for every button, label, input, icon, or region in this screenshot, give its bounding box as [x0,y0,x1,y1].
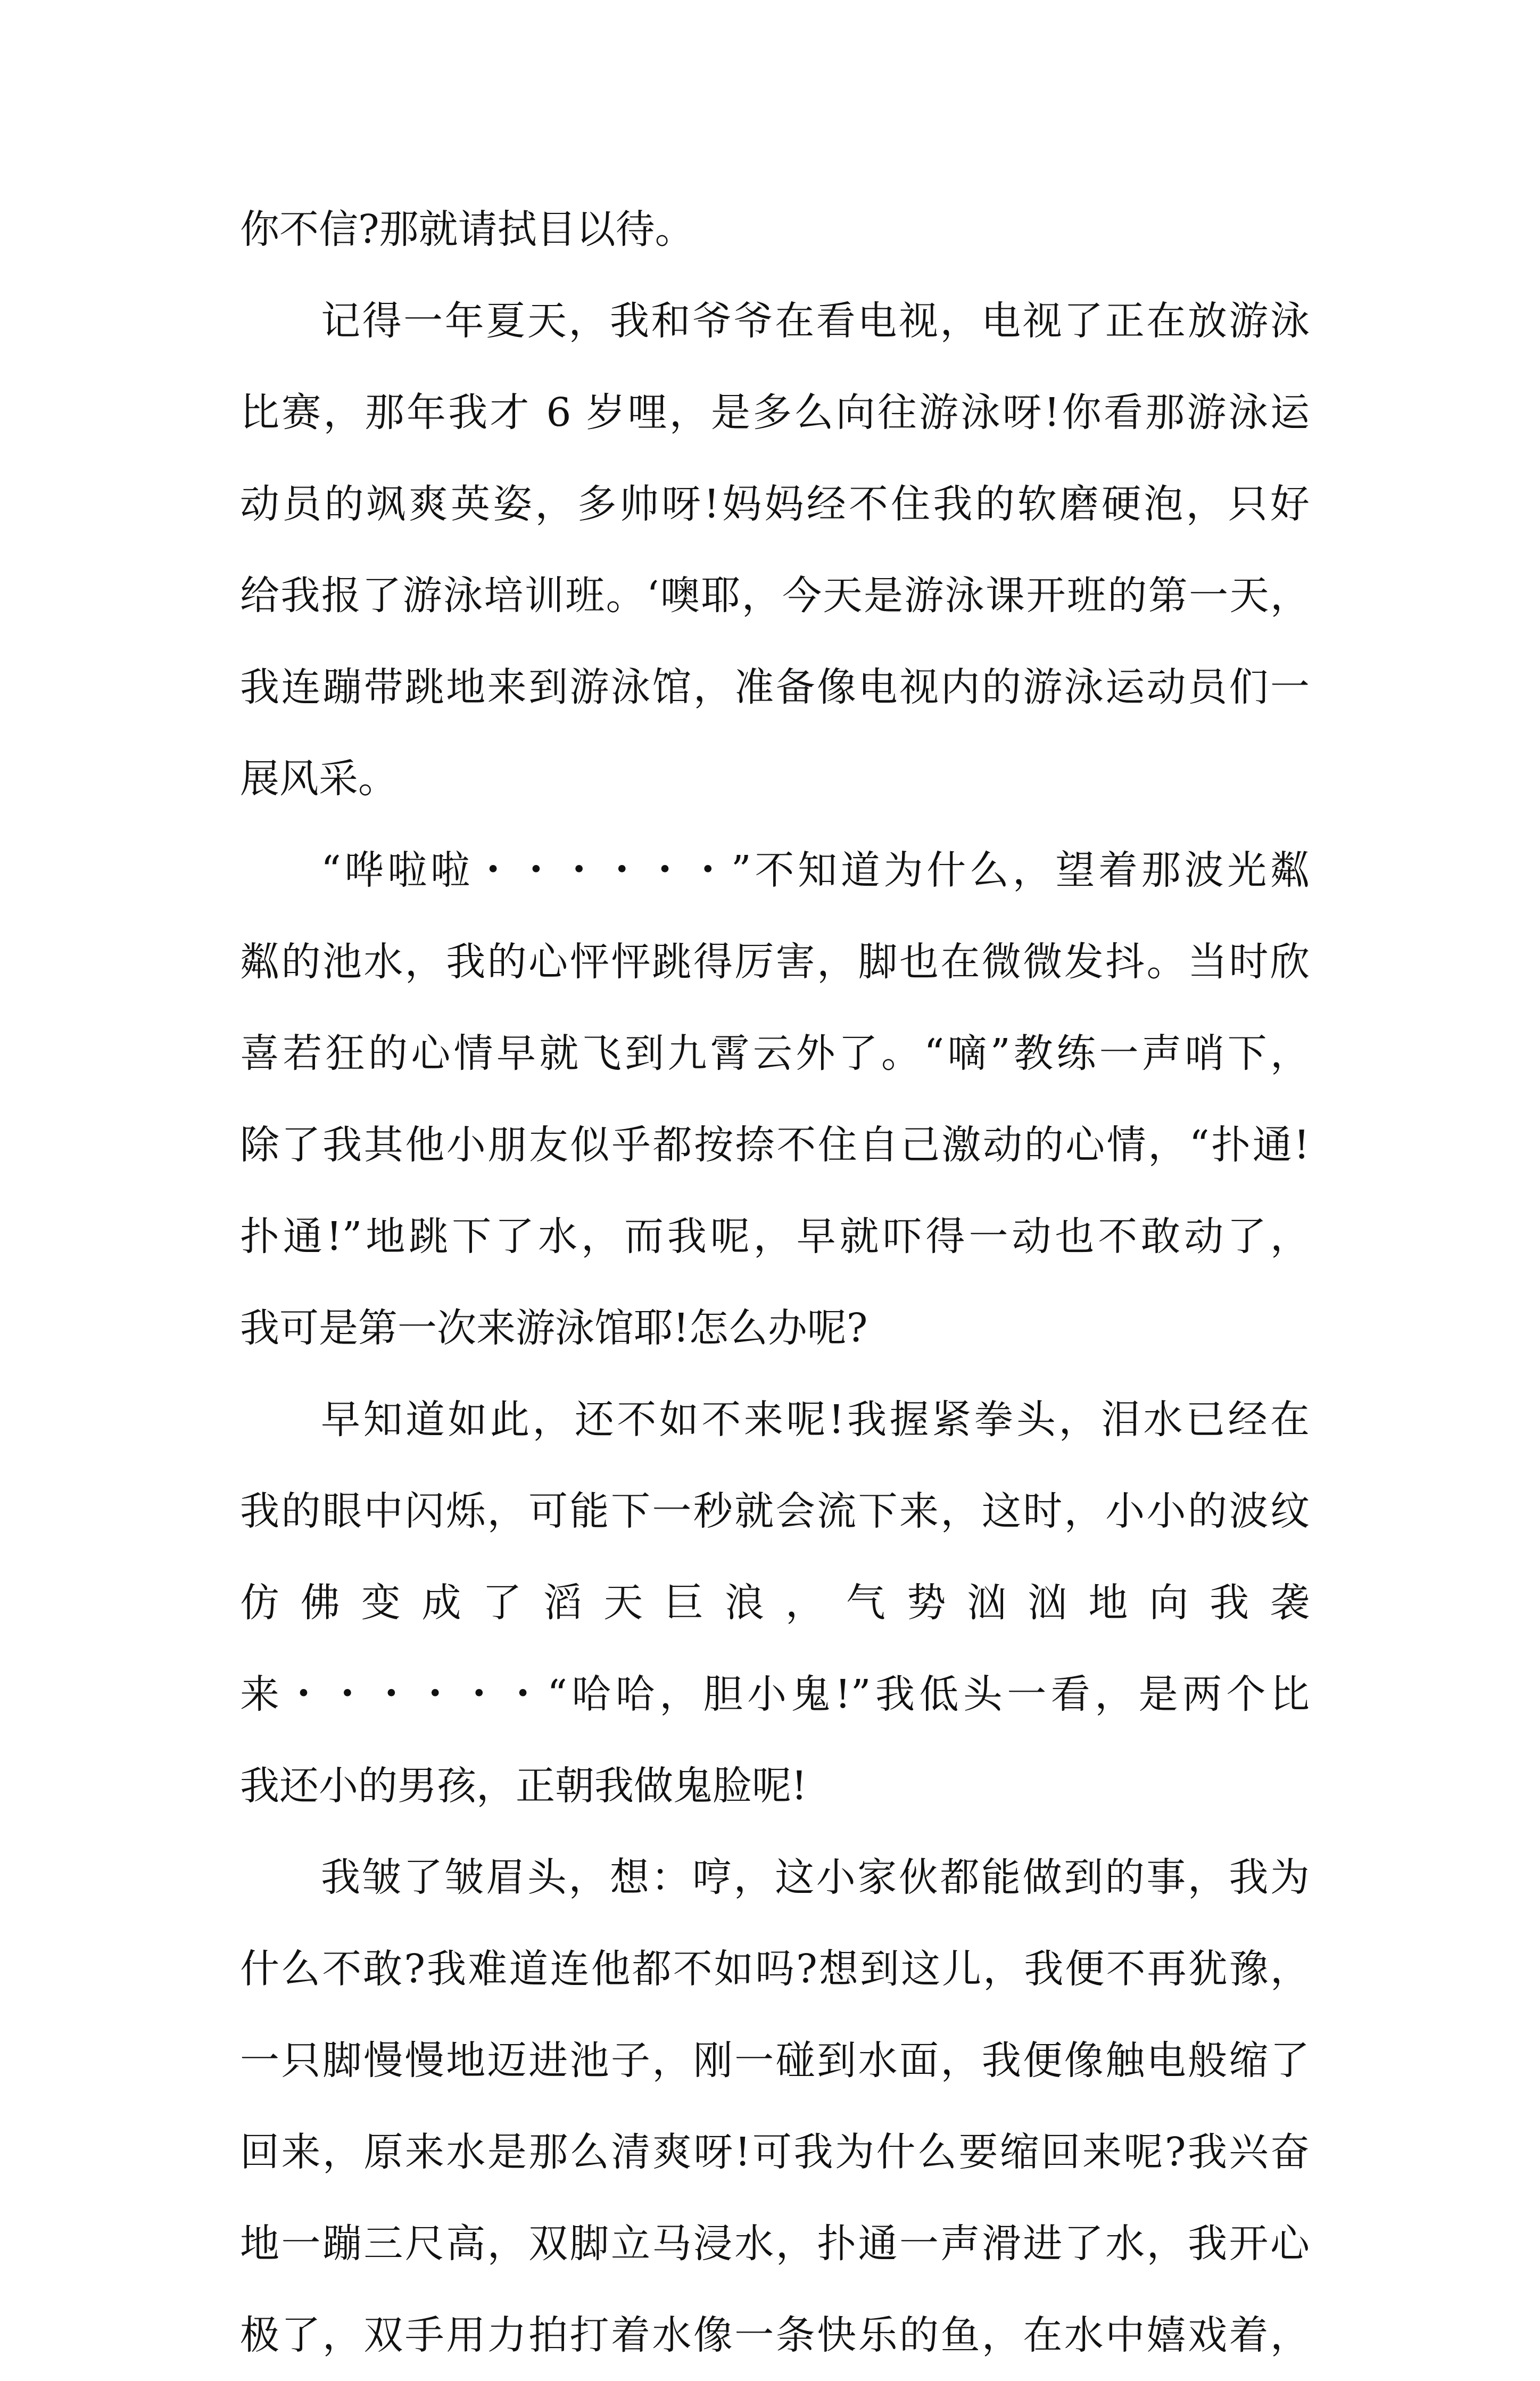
paragraph-start-line: “哗啦啦・・・・・・”不知道为什么，望着那波光粼 [321,847,1310,893]
essay-body [240,184,1310,2381]
text-line: 除了我其他小朋友似乎都按捺不住自己激动的心情，“扑通! [240,1122,1310,1168]
text-line: 回来，原来水是那么清爽呀!可我为什么要缩回来呢?我兴奋 [240,2129,1310,2175]
text-line: 我可是第一次来游泳馆耶!怎么办呢? [240,1305,868,1351]
text-line: 粼的池水，我的心怦怦跳得厉害，脚也在微微发抖。当时欣 [240,939,1310,985]
text-line: 展风采。 [240,756,398,802]
text-line: 我的眼中闪烁，可能下一秒就会流下来，这时，小小的波纹 [240,1488,1310,1534]
text-line: 比赛，那年我才 6 岁哩，是多么向往游泳呀!你看那游泳运 [240,390,1310,435]
text-line: 极了，双手用力拍打着水像一条快乐的鱼，在水中嬉戏着， [240,2312,1310,2358]
text-line: 什么不敢?我难道连他都不如吗?想到这儿，我便不再犹豫， [240,1946,1310,1992]
text-line: 我连蹦带跳地来到游泳馆，准备像电视内的游泳运动员们一 [240,664,1310,710]
text-line: 地一蹦三尺高，双脚立马浸水，扑通一声滑进了水，我开心 [240,2221,1310,2267]
text-line: 你不信?那就请拭目以待。 [240,207,694,252]
text-line: 喜若狂的心情早就飞到九霄云外了。“嘀”教练一声哨下， [240,1031,1310,1076]
text-line: 一只脚慢慢地迈进池子，刚一碰到水面，我便像触电般缩了 [240,2038,1310,2083]
paragraph-start-line: 记得一年夏天，我和爷爷在看电视，电视了正在放游泳 [321,298,1310,344]
text-line: 动员的飒爽英姿，多帅呀!妈妈经不住我的软磨硬泡，只好 [240,481,1310,527]
paragraph-start-line: 我皱了皱眉头，想：哼，这小家伙都能做到的事，我为 [321,1855,1310,1900]
text-line: 我还小的男孩，正朝我做鬼脸呢! [240,1763,807,1809]
text-line: 扑通!”地跳下了水，而我呢，早就吓得一动也不敢动了， [240,1214,1310,1259]
text-line: 给我报了游泳培训班。‘噢耶，今天是游泳课开班的第一天， [240,573,1310,619]
paragraph-start-line: 早知道如此，还不如不来呢!我握紧拳头，泪水已经在 [321,1397,1310,1443]
text-line: 仿 佛 变 成 了 滔 天 巨 浪 ， 气 势 汹 汹 地 向 我 袭 [240,1580,1310,1626]
text-line: 来・・・・・・“哈哈，胆小鬼!”我低头一看，是两个比 [240,1671,1310,1717]
